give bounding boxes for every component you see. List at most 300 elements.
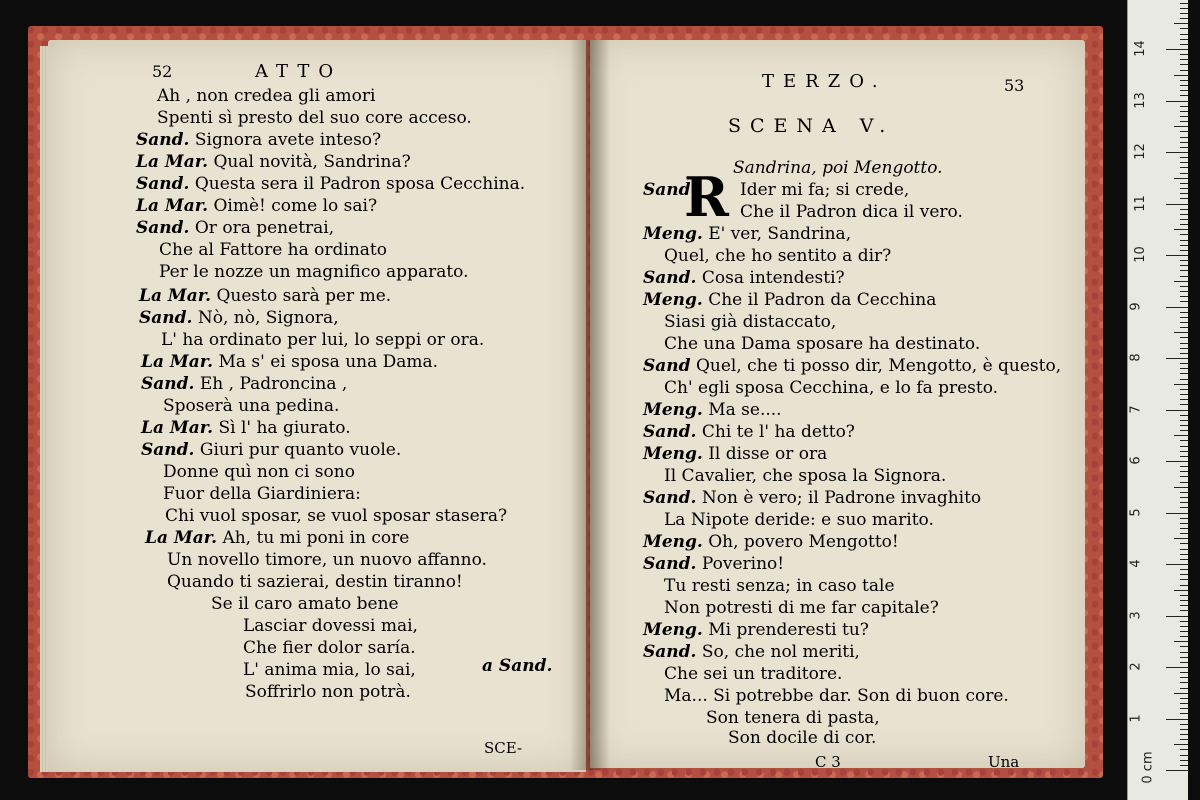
ruler-tick (1180, 70, 1188, 71)
verse-line (740, 202, 963, 222)
page-number: 52 (152, 62, 173, 81)
ruler-tick (1180, 543, 1188, 544)
verse-text: Quel, che ti posso dir, Mengotto, è questo, (695, 356, 1062, 376)
ruler-tick (1180, 250, 1188, 251)
ruler-tick (1180, 90, 1188, 91)
signature-mark: C 3 (815, 753, 841, 771)
verse-text: Giuri pur quanto vuole. (199, 440, 402, 460)
verse-text: Un novello timore, un nuovo affanno. (167, 550, 487, 570)
verse-line (141, 440, 401, 460)
ruler-tick (1180, 507, 1188, 508)
ruler-tick (1180, 54, 1188, 55)
ruler-tick (1174, 744, 1188, 745)
ruler-tick (1180, 34, 1188, 35)
verse-text: Per le nozze un magnifico apparato. (159, 262, 469, 282)
verse-text: Che sei un traditore. (664, 664, 843, 684)
ruler-tick (1180, 636, 1188, 637)
ruler-tick (1180, 59, 1188, 60)
verse-text: L' anima mia, lo sai, (243, 660, 416, 680)
speaker: Meng. (643, 224, 703, 244)
ruler-tick (1180, 600, 1188, 601)
verse-line (159, 262, 469, 282)
verse-line (664, 334, 980, 354)
verse-line (136, 130, 381, 150)
ruler-tick (1180, 167, 1188, 168)
verse-line (136, 196, 377, 216)
verse-line (643, 422, 855, 442)
verse-text: Spenti sì presto del suo core acceso. (157, 108, 472, 128)
ruler-number: 9 (1128, 301, 1144, 311)
verse-text: Ma... Si potrebbe dar. Son di buon core. (664, 686, 1009, 706)
ruler-tick (1180, 337, 1188, 338)
running-header: ATTO (255, 61, 343, 82)
ruler-tick (1180, 368, 1188, 369)
verse-text: Soffrirlo non potrà. (245, 682, 411, 702)
ruler-tick (1166, 616, 1188, 617)
ruler-tick (1180, 142, 1188, 143)
ruler-tick (1180, 724, 1188, 725)
verse-line (243, 616, 418, 636)
ruler-tick (1180, 518, 1188, 519)
verse-line (167, 572, 463, 592)
verse-line (664, 378, 998, 398)
verse-line (211, 594, 399, 614)
ruler-tick (1180, 610, 1188, 611)
book-gutter (570, 40, 610, 770)
speaker: Meng. (643, 400, 703, 420)
ruler-tick (1180, 353, 1188, 354)
ruler-tick (1180, 440, 1188, 441)
verse-text: Ma s' ei sposa una Dama. (218, 352, 439, 372)
ruler-tick (1166, 461, 1188, 462)
verse-line (167, 550, 487, 570)
ruler-number: 5 (1128, 507, 1144, 517)
speaker: Sand. (141, 440, 195, 460)
verse-text: Oimè! come lo sai? (213, 196, 378, 216)
ruler-tick (1180, 234, 1188, 235)
ruler-tick (1180, 137, 1188, 138)
ruler-tick (1180, 39, 1188, 40)
ruler-tick (1180, 18, 1188, 19)
verse-line (136, 152, 411, 172)
verse-line (163, 462, 355, 482)
verse-line (643, 356, 1061, 376)
ruler-tick (1180, 729, 1188, 730)
measurement-ruler (1127, 0, 1188, 800)
verse-line (163, 484, 361, 504)
ruler-tick (1180, 44, 1188, 45)
ruler-tick (1180, 497, 1188, 498)
ruler-tick (1180, 595, 1188, 596)
ruler-tick (1180, 585, 1188, 586)
ruler-tick (1174, 281, 1188, 282)
ruler-tick (1180, 574, 1188, 575)
ruler-tick (1180, 198, 1188, 199)
ruler-tick (1180, 214, 1188, 215)
verse-line (157, 86, 375, 106)
ruler-tick (1180, 734, 1188, 735)
ruler-tick (1180, 749, 1188, 750)
ruler-tick (1180, 296, 1188, 297)
ruler-tick (1180, 8, 1188, 9)
verse-line (643, 444, 827, 464)
ruler-tick (1180, 502, 1188, 503)
verse-text: E' ver, Sandrina, (708, 224, 852, 244)
ruler-tick (1180, 688, 1188, 689)
verse-line (643, 488, 981, 508)
ruler-tick (1180, 85, 1188, 86)
ruler-number: 6 (1128, 456, 1144, 465)
ruler-tick (1180, 322, 1188, 323)
verse-line (664, 664, 842, 684)
ruler-tick (1180, 420, 1188, 421)
ruler-number: 14 (1132, 40, 1148, 57)
verse-line (664, 598, 939, 618)
ruler-tick (1180, 276, 1188, 277)
page-number: 53 (1004, 76, 1025, 95)
ruler-tick (1180, 682, 1188, 683)
ruler-tick (1180, 121, 1188, 122)
verse-text: Che il Padron dica il vero. (740, 202, 963, 222)
verse-line (664, 466, 946, 486)
ruler-tick (1180, 162, 1188, 163)
ruler-tick (1180, 348, 1188, 349)
ruler-tick (1180, 662, 1188, 663)
catchword: SCE- (484, 739, 523, 757)
verse-text: Son docile di cor. (728, 728, 877, 748)
ruler-tick (1180, 739, 1188, 740)
ruler-tick (1180, 209, 1188, 210)
ruler-tick (1180, 404, 1188, 405)
verse-line (664, 686, 1009, 706)
verse-text: Questo sarà per me. (216, 286, 392, 306)
verse-line (664, 510, 934, 530)
ruler-tick (1174, 641, 1188, 642)
speaker: Meng. (643, 290, 703, 310)
verse-line (664, 576, 895, 596)
ruler-tick (1180, 183, 1188, 184)
verse-line (664, 246, 891, 266)
ruler-tick (1180, 265, 1188, 266)
verse-text: Oh, povero Mengotto! (708, 532, 899, 552)
verse-line (643, 620, 869, 640)
verse-text: Cosa intendesti? (701, 268, 845, 288)
ruler-tick (1180, 559, 1188, 560)
verse-line (243, 660, 416, 680)
ruler-tick (1180, 446, 1188, 447)
ruler-tick (1180, 173, 1188, 174)
ruler-tick (1174, 538, 1188, 539)
ruler-tick (1180, 523, 1188, 524)
verse-line (157, 108, 472, 128)
speaker: Sand. (141, 374, 195, 394)
speaker: Sand. (136, 174, 190, 194)
ruler-tick (1166, 667, 1188, 668)
ruler-tick (1166, 770, 1188, 771)
ruler-number: 12 (1132, 143, 1148, 160)
ruler-tick (1180, 399, 1188, 400)
verse-line (163, 396, 339, 416)
verse-text: Son tenera di pasta, (706, 708, 880, 728)
speaker: La Mar. (141, 418, 214, 438)
verse-line (136, 174, 525, 194)
verse-text: Fuor della Giardiniera: (163, 484, 361, 504)
verse-text: Sposerà una pedina. (163, 396, 340, 416)
verse-line (141, 352, 438, 372)
verse-text: Ah , non credea gli amori (157, 86, 376, 106)
verse-line (706, 708, 880, 728)
ruler-number: 1 (1128, 713, 1144, 723)
ruler-tick (1180, 677, 1188, 678)
ruler-tick (1180, 224, 1188, 225)
verse-text: Chi te l' ha detto? (701, 422, 855, 442)
ruler-tick (1180, 327, 1188, 328)
ruler-tick (1180, 193, 1188, 194)
ruler-number: 2 (1128, 662, 1144, 671)
speaker: Meng. (643, 620, 703, 640)
verse-line (643, 554, 784, 574)
verse-text: Quando ti sazierai, destin tiranno! (167, 572, 463, 592)
speaker: Sand. (643, 642, 697, 662)
ruler-tick (1174, 75, 1188, 76)
verse-text: L' ha ordinato per lui, lo seppi or ora. (161, 330, 485, 350)
ruler-tick (1180, 569, 1188, 570)
verse-text: Ider mi fa; si crede, (740, 180, 910, 200)
drop-cap: R (684, 165, 729, 229)
ruler-tick (1174, 487, 1188, 488)
ruler-tick (1180, 646, 1188, 647)
ruler-tick (1166, 307, 1188, 308)
verse-line (141, 374, 347, 394)
ruler-tick (1166, 152, 1188, 153)
verse-text: Quel, che ho sentito a dir? (664, 246, 892, 266)
ruler-tick (1180, 492, 1188, 493)
scene-characters: Sandrina, poi Mengotto. (733, 158, 943, 178)
ruler-tick (1180, 549, 1188, 550)
speaker: Sand (643, 356, 691, 376)
speaker: La Mar. (139, 286, 212, 306)
verse-text: La Nipote deride: e suo marito. (664, 510, 934, 530)
verse-line (643, 290, 936, 310)
scene-title: SCENA V. (728, 115, 895, 137)
ruler-tick (1180, 286, 1188, 287)
verse-text: Donne quì non ci sono (163, 462, 355, 482)
ruler-tick (1174, 178, 1188, 179)
ruler-tick (1180, 270, 1188, 271)
ruler-tick (1174, 126, 1188, 127)
ruler-tick (1180, 451, 1188, 452)
ruler-tick (1180, 466, 1188, 467)
verse-text: Il Cavalier, che sposa la Signora. (664, 466, 947, 486)
ruler-tick (1174, 590, 1188, 591)
speaker: Sand. (643, 554, 697, 574)
ruler-tick (1180, 363, 1188, 364)
ruler-tick (1180, 415, 1188, 416)
verse-line (245, 682, 411, 702)
ruler-tick (1180, 554, 1188, 555)
speaker: Meng. (643, 444, 703, 464)
ruler-tick (1166, 255, 1188, 256)
ruler-tick (1166, 358, 1188, 359)
verse-text: Or ora penetrai, (194, 218, 335, 238)
ruler-tick (1180, 240, 1188, 241)
ruler-tick (1180, 28, 1188, 29)
ruler-tick (1180, 111, 1188, 112)
verse-line (643, 268, 845, 288)
verse-line (643, 532, 899, 552)
ruler-tick (1166, 49, 1188, 50)
verse-text: Questa sera il Padron sposa Cecchina. (194, 174, 526, 194)
ruler-tick (1180, 343, 1188, 344)
speaker: Sand. (643, 422, 697, 442)
ruler-tick (1180, 605, 1188, 606)
verse-line (139, 286, 391, 306)
ruler-tick (1180, 245, 1188, 246)
speaker: Sand. (643, 180, 697, 200)
ruler-tick (1180, 379, 1188, 380)
ruler-tick (1174, 23, 1188, 24)
ruler-tick (1180, 482, 1188, 483)
verse-text: Non è vero; il Padrone invaghito (701, 488, 982, 508)
ruler-tick (1180, 260, 1188, 261)
verse-text: Mi prenderesti tu? (708, 620, 869, 640)
speaker: Meng. (643, 532, 703, 552)
ruler-tick (1180, 317, 1188, 318)
ruler-tick (1180, 95, 1188, 96)
ruler-tick (1174, 332, 1188, 333)
ruler-tick (1180, 652, 1188, 653)
speaker: Sand. (643, 488, 697, 508)
ruler-number: 13 (1132, 91, 1148, 109)
verse-text: Qual novità, Sandrina? (213, 152, 411, 172)
speaker: Sand. (643, 268, 697, 288)
ruler-tick (1166, 564, 1188, 565)
ruler-tick (1166, 101, 1188, 102)
verse-text: Che il Padron da Cecchina (708, 290, 937, 310)
verse-line (139, 308, 339, 328)
ruler-tick (1180, 703, 1188, 704)
verse-text: So, che nol meriti, (701, 642, 860, 662)
ruler-number: 10 (1132, 246, 1148, 263)
ruler-tick (1166, 513, 1188, 514)
verse-text: Se il caro amato bene (211, 594, 399, 614)
ruler-tick (1180, 312, 1188, 313)
verse-text: Chi vuol sposar, se vuol sposar stasera? (165, 506, 508, 526)
ruler-tick (1180, 291, 1188, 292)
ruler-tick (1180, 626, 1188, 627)
ruler-tick (1180, 713, 1188, 714)
running-header: TERZO. (762, 71, 887, 92)
verse-line (161, 330, 484, 350)
ruler-tick (1180, 80, 1188, 81)
ruler-tick (1180, 157, 1188, 158)
catchword: Una (988, 753, 1020, 771)
ruler-number: 11 (1132, 194, 1148, 212)
ruler-number: 4 (1128, 559, 1144, 568)
verse-text: Eh , Padroncina , (199, 374, 348, 394)
verse-text: Ah, tu mi poni in core (222, 528, 410, 548)
ruler-tick (1180, 657, 1188, 658)
ruler-tick (1180, 760, 1188, 761)
ruler-tick (1174, 229, 1188, 230)
ruler-tick (1180, 3, 1188, 4)
speaker: Sand. (136, 130, 190, 150)
ruler-tick (1180, 755, 1188, 756)
verse-text: Poverino! (701, 554, 785, 574)
ruler-tick (1174, 693, 1188, 694)
ruler-tick (1180, 672, 1188, 673)
ruler-tick (1180, 456, 1188, 457)
ruler-tick (1180, 389, 1188, 390)
ruler-unit-label: 0 cm (1140, 751, 1156, 784)
speaker: La Mar. (136, 152, 209, 172)
ruler-tick (1180, 425, 1188, 426)
ruler-tick (1180, 631, 1188, 632)
verse-text: Ch' egli sposa Cecchina, e lo fa presto. (664, 378, 999, 398)
ruler-tick (1180, 765, 1188, 766)
ruler-tick (1174, 384, 1188, 385)
stage-direction: a Sand. (482, 656, 553, 676)
verse-text: Che una Dama sposare ha destinato. (664, 334, 981, 354)
verse-text: Signora avete inteso? (194, 130, 382, 150)
verse-line (643, 224, 851, 244)
verse-line (643, 400, 782, 420)
ruler-number: 7 (1128, 404, 1144, 414)
ruler-tick (1180, 373, 1188, 374)
verse-line (145, 528, 409, 548)
verse-text: Non potresti di me far capitale? (664, 598, 939, 618)
verse-text: Nò, nò, Signora, (197, 308, 339, 328)
verse-line (728, 728, 876, 748)
ruler-tick (1180, 430, 1188, 431)
ruler-tick (1166, 410, 1188, 411)
speaker: Sand. (139, 308, 193, 328)
ruler-tick (1174, 435, 1188, 436)
ruler-tick (1180, 301, 1188, 302)
ruler-tick (1166, 719, 1188, 720)
ruler-tick (1180, 533, 1188, 534)
verse-text: Che al Fattore ha ordinato (159, 240, 387, 260)
ruler-tick (1180, 64, 1188, 65)
ruler-tick (1180, 621, 1188, 622)
ruler-tick (1180, 476, 1188, 477)
verse-text: Che fier dolor saría. (243, 638, 416, 658)
ruler-tick (1180, 116, 1188, 117)
ruler-tick (1180, 131, 1188, 132)
ruler-tick (1180, 528, 1188, 529)
speaker: La Mar. (141, 352, 214, 372)
speaker: Sand. (136, 218, 190, 238)
ruler-tick (1180, 13, 1188, 14)
ruler-tick (1180, 698, 1188, 699)
ruler-tick (1180, 471, 1188, 472)
verse-text: Sì l' ha giurato. (218, 418, 351, 438)
verse-line (141, 418, 351, 438)
ruler-tick (1180, 219, 1188, 220)
verse-line (136, 218, 334, 238)
verse-line (643, 642, 860, 662)
ruler-number: 3 (1128, 610, 1144, 620)
verse-text: Il disse or ora (708, 444, 828, 464)
ruler-tick (1180, 708, 1188, 709)
ruler-tick (1180, 106, 1188, 107)
verse-text: Ma se.... (708, 400, 782, 420)
verse-line (165, 506, 507, 526)
verse-text: Lasciar dovessi mai, (243, 616, 418, 636)
verse-line (243, 638, 416, 658)
speaker: La Mar. (145, 528, 218, 548)
speaker: La Mar. (136, 196, 209, 216)
